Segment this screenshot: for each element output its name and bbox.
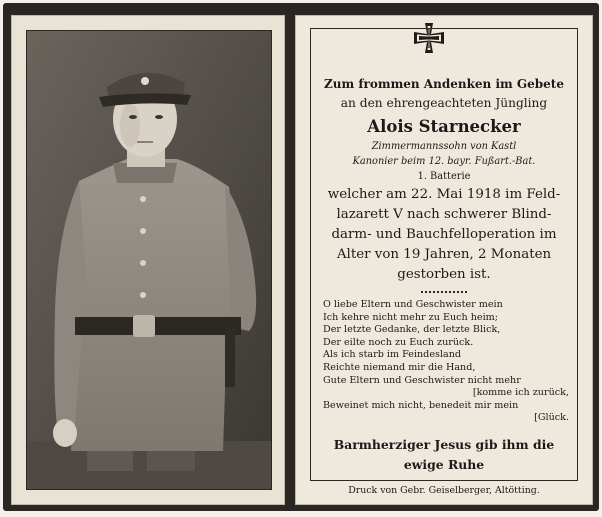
dotted-divider (421, 291, 467, 293)
text-frame (310, 28, 578, 481)
poem-line: Ich kehre nicht mehr zu Euch heim; (323, 311, 498, 323)
death-line-4: Alter von 19 Jahren, 2 Monaten (336, 247, 552, 262)
poem-line: Als ich starb im Feindesland (323, 349, 462, 361)
death-line-3: darm- und Bauchfelloperation im (331, 227, 557, 242)
poem-line: [Glück. (534, 412, 569, 424)
poem-line: O liebe Eltern und Geschwister mein (323, 299, 503, 310)
prayer-line-1: Zum frommen Andenken im Gebete (324, 77, 564, 91)
poem (323, 299, 569, 425)
poem-line: Reichte niemand mir die Hand, (323, 361, 476, 373)
desc-line-1: Zimmermannssohn von Kastl (371, 141, 517, 152)
poem-line: Gute Eltern und Geschwister nicht mehr (323, 374, 521, 386)
prayer-line-2: an den ehrengeachteten Jüngling (340, 96, 548, 110)
poem-line: [komme ich zurück, (472, 387, 569, 399)
poem-line: Beweinet mich nicht, benedeit mir mein (323, 399, 519, 411)
desc-line-3: 1. Batterie (417, 171, 471, 182)
death-line-1: welcher am 22. Mai 1918 im Feld- (327, 187, 561, 202)
poem-line: Der letzte Gedanke, der letzte Blick, (323, 324, 501, 336)
printer-credit: Druck von Gebr. Geiselberger, Altötting. (348, 485, 540, 496)
text-panel (295, 15, 593, 505)
closing-line-1: Barmherziger Jesus gib ihm die (333, 437, 555, 452)
death-line-5: gestorben ist. (397, 267, 491, 282)
soldier-portrait (27, 31, 271, 489)
soldier-portrait-photo (26, 30, 272, 490)
desc-line-2: Kanonier beim 12. bayr. Fußart.-Bat. (352, 156, 536, 167)
poem-line: Der eilte noch zu Euch zurück. (323, 336, 474, 348)
deceased-name: Alois Starnecker (367, 117, 521, 136)
memorial-card (3, 3, 599, 511)
closing-line-2: ewige Ruhe (403, 457, 485, 472)
photo-panel (11, 15, 285, 505)
death-line-2: lazarett V nach schwerer Blind- (336, 207, 552, 222)
